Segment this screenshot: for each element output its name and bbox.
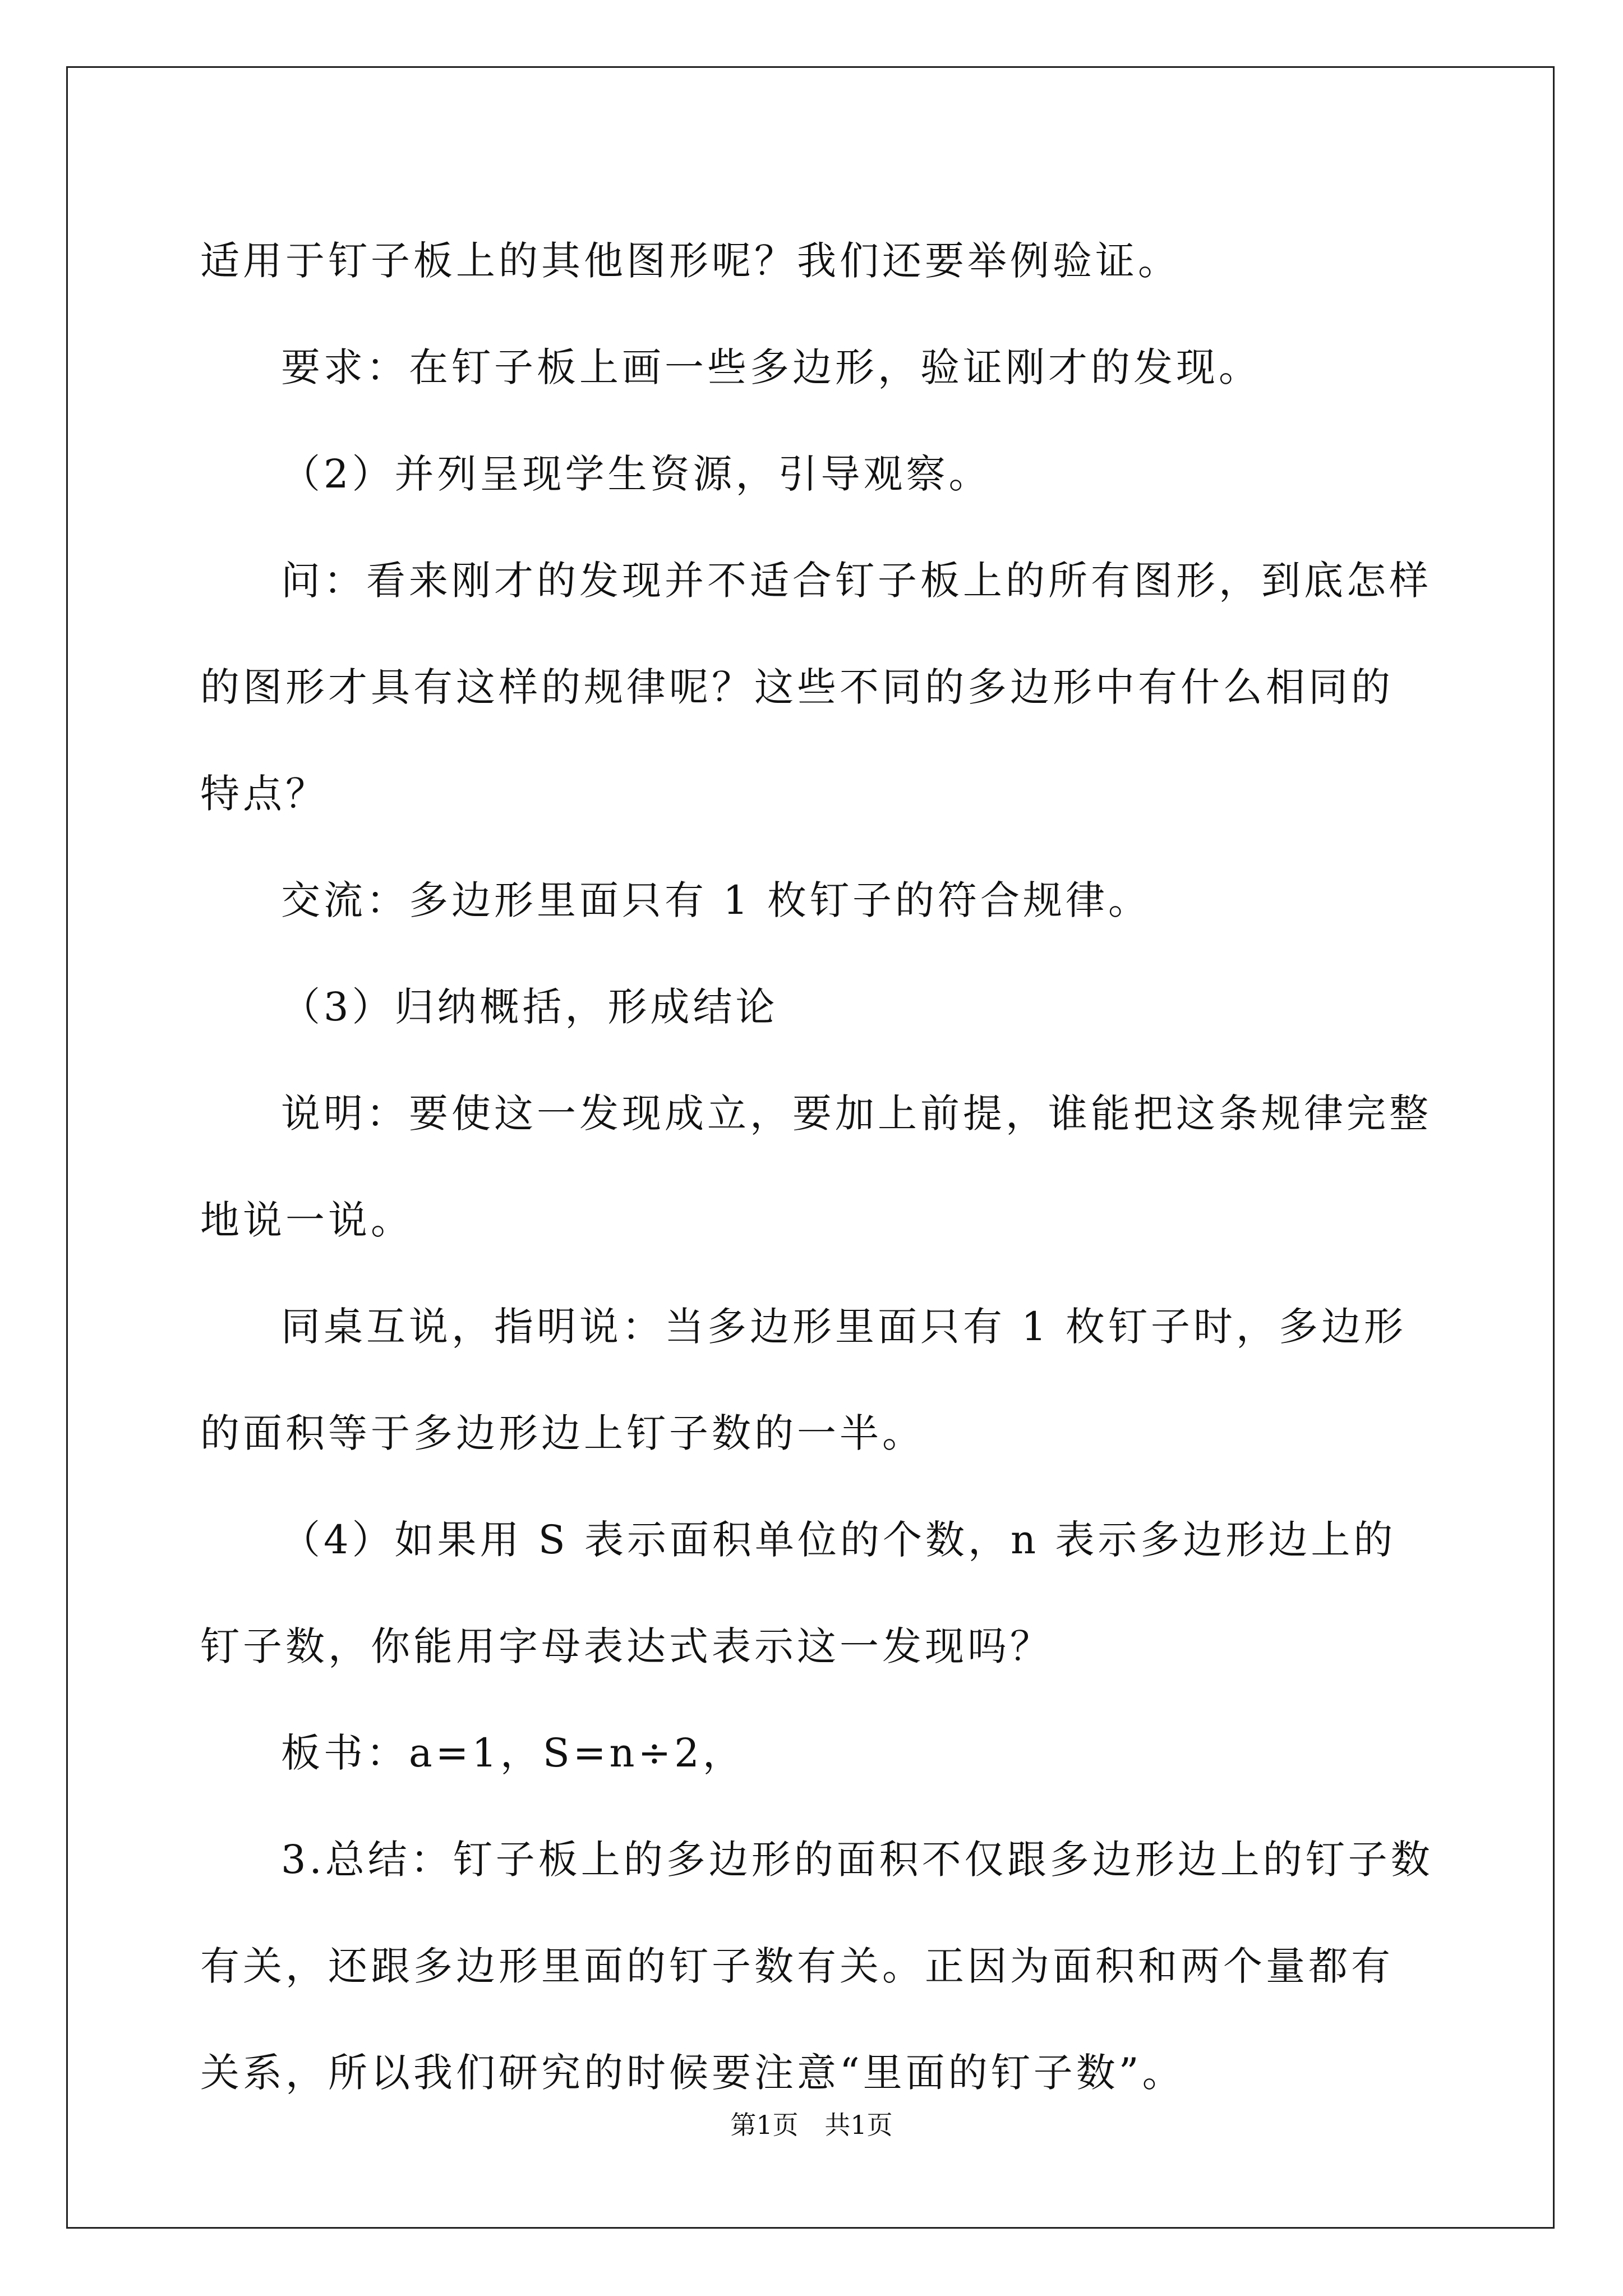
paragraph: （4）如果用 S 表示面积单位的个数，n 表示多边形边上的钉子数，你能用字母表达式表示这一发现吗？ — [200, 1517, 1396, 1669]
page-footer — [0, 2105, 1623, 2142]
paragraph: 要求：在钉子板上画一些多边形，验证刚才的发现。 — [281, 344, 1261, 390]
document-body — [200, 208, 1434, 2126]
paragraph: 说明：要使这一发现成立，要加上前提，谁能把这条规律完整地说一说。 — [200, 1091, 1432, 1243]
paragraph: 板书：a=1，S=n÷2， — [281, 1730, 745, 1776]
page-number-current: 第1页 — [730, 2110, 799, 2140]
paragraph: 3.总结：钉子板上的多边形的面积不仅跟多边形边上的钉子数有关，还跟多边形里面的钉子数有关。正因为面积和两个量都有关系，所以我们研究的时候要注意“里面的钉子数”。 — [200, 1837, 1433, 2096]
paragraph: （3）归纳概括，形成结论 — [281, 984, 778, 1030]
paragraph: 交流：多边形里面只有 1 枚钉子的符合规律。 — [281, 877, 1151, 923]
paragraph: 适用于钉子板上的其他图形呢？我们还要举例验证。 — [200, 238, 1181, 284]
paragraph: 问：看来刚才的发现并不适合钉子板上的所有图形，到底怎样的图形才具有这样的规律呢？这些不同的多边形中有什么相同的特点？ — [200, 558, 1432, 817]
paragraph: 同桌互说，指明说：当多边形里面只有 1 枚钉子时，多边形的面积等于多边形边上钉子数的一半。 — [200, 1304, 1407, 1456]
paragraph: （2）并列呈现学生资源，引导观察。 — [281, 451, 992, 497]
page-number-total: 共1页 — [824, 2110, 893, 2140]
